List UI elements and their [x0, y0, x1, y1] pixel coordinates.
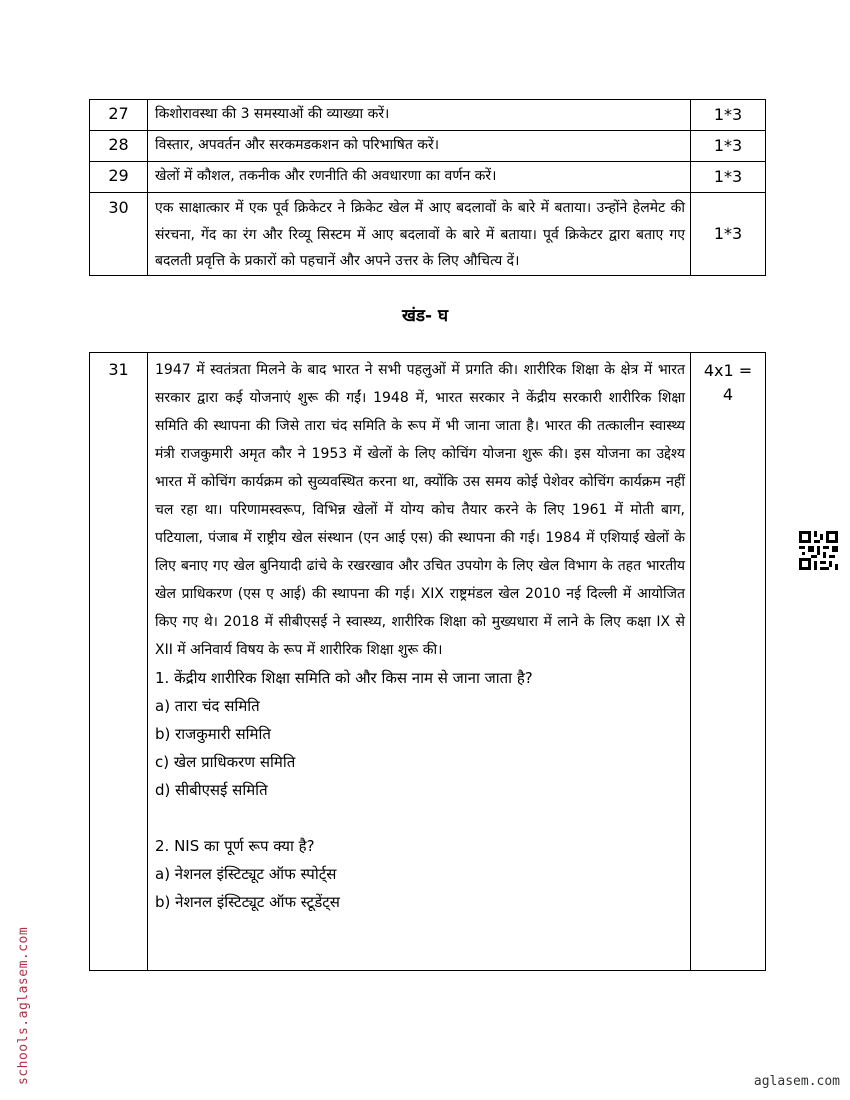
case-study-passage: 1947 में स्वतंत्रता मिलने के बाद भारत ने सभी पहलुओं में प्रगति की। शारीरिक शिक्षा के क्षेत्र में भारत सरकार द्वारा कई योजनाएं शुरू की गईं। 1948 में, भारत सरकार ने केंद्रीय सरकारी शारीरिक शिक्षा समिति की स्थापना की जिसे तारा चंद समिति के रूप में भी जाना जाता है। भारत की तत्कालीन स्वास्थ्य मंत्री राजकुमारी अमृत कौर ने 1953 में खेलों के लिए कोचिंग योजना शुरू की। इस योजना का उद्देश्य भारत में कोचिंग कार्यक्रम को सुव्यवस्थित करना था, क्योंकि उस समय कोई पेशेवर कोचिंग कार्यक्रम नहीं चल रहा था। परिणामस्वरूप, विभिन्न खेलों में योग्य कोच तैयार करने के लिए 1961 में मोती बाग, पटियाला, पंजाब में राष्ट्रीय खेल संस्थान (एन आई एस) की स्थापना की गई। 1984 में एशियाई खेलों के लिए बनाए गए खेल बुनियादी ढांचे के रखरखाव और उचित उपयोग के लिए खेल विभाग के तहत भारतीय खेल प्राधिकरण (एस ए आई) की स्थापना की गई। XIX राष्ट्रमंडल खेल 2010 नई दिल्ली में आयोजित किए गए थे। 2018 में सीबीएसई ने स्वास्थ्य, शारीरिक शिक्षा को मुख्यधारा में लाने के लिए कक्षा IX से XII में अनिवार्य विषय के रूप में शारीरिक शिक्षा शुरू की। — [155, 362, 685, 658]
footer-watermark: aglasem.com — [753, 1074, 840, 1089]
question-marks: 1*3 — [691, 100, 766, 131]
question-marks: 1*3 — [691, 162, 766, 193]
question-marks: 1*3 — [691, 193, 766, 276]
question-text: विस्तार, अपवर्तन और सरकमडकशन को परिभाषित करें। — [148, 131, 691, 162]
spacer — [155, 804, 685, 832]
option-1d: d) सीबीएसई समिति — [155, 781, 268, 799]
question-row-28 — [90, 131, 766, 162]
question-number: 27 — [90, 100, 148, 131]
question-row-30 — [90, 193, 766, 276]
question-number: 31 — [90, 353, 148, 971]
question-text: किशोरावस्था की 3 समस्याओं की व्याख्या करें। — [148, 100, 691, 131]
question-body — [148, 353, 691, 971]
question-row-29 — [90, 162, 766, 193]
questions-table-top — [89, 99, 766, 276]
question-number: 30 — [90, 193, 148, 276]
side-watermark: schools.aglasem.com — [16, 926, 31, 1085]
question-row-27 — [90, 100, 766, 131]
section-heading: खंड- घ — [401, 306, 449, 326]
question-marks: 1*3 — [691, 131, 766, 162]
marks-line-2: 4 — [722, 385, 734, 404]
sub-question-1: 1. केंद्रीय शारीरिक शिक्षा समिति को और किस नाम से जाना जाता है? — [155, 669, 533, 687]
question-row-31 — [90, 353, 766, 971]
option-2a: a) नेशनल इंस्टिट्यूट ऑफ स्पोर्ट्स — [155, 865, 337, 883]
question-number: 29 — [90, 162, 148, 193]
option-2b: b) नेशनल इंस्टिट्यूट ऑफ स्टूडेंट्स — [155, 893, 340, 911]
questions-table-section-d — [89, 352, 766, 971]
question-text: खेलों में कौशल, तकनीक और रणनीति की अवधारणा का वर्णन करें। — [148, 162, 691, 193]
marks-line-1: 4x1 = — [703, 361, 753, 380]
option-1b: b) राजकुमारी समिति — [155, 725, 271, 743]
question-marks — [691, 353, 766, 971]
question-number: 28 — [90, 131, 148, 162]
option-1a: a) तारा चंद समिति — [155, 697, 260, 715]
qr-code-icon — [799, 531, 838, 570]
option-1c: c) खेल प्राधिकरण समिति — [155, 753, 296, 771]
question-text: एक साक्षात्कार में एक पूर्व क्रिकेटर ने क्रिकेट खेल में आए बदलावों के बारे में बताया। उन्होंने हेलमेट की संरचना, गेंद का रंग और रिव्यू सिस्टम में आए बदलावों के बारे में बताया। पूर्व क्रिकेटर द्वारा बताए गए बदलती प्रवृत्ति के प्रकारों को पहचानें और अपने उत्तर के लिए औचित्य दें। — [148, 193, 691, 276]
sub-question-2: 2. NIS का पूर्ण रूप क्या है? — [155, 837, 315, 855]
